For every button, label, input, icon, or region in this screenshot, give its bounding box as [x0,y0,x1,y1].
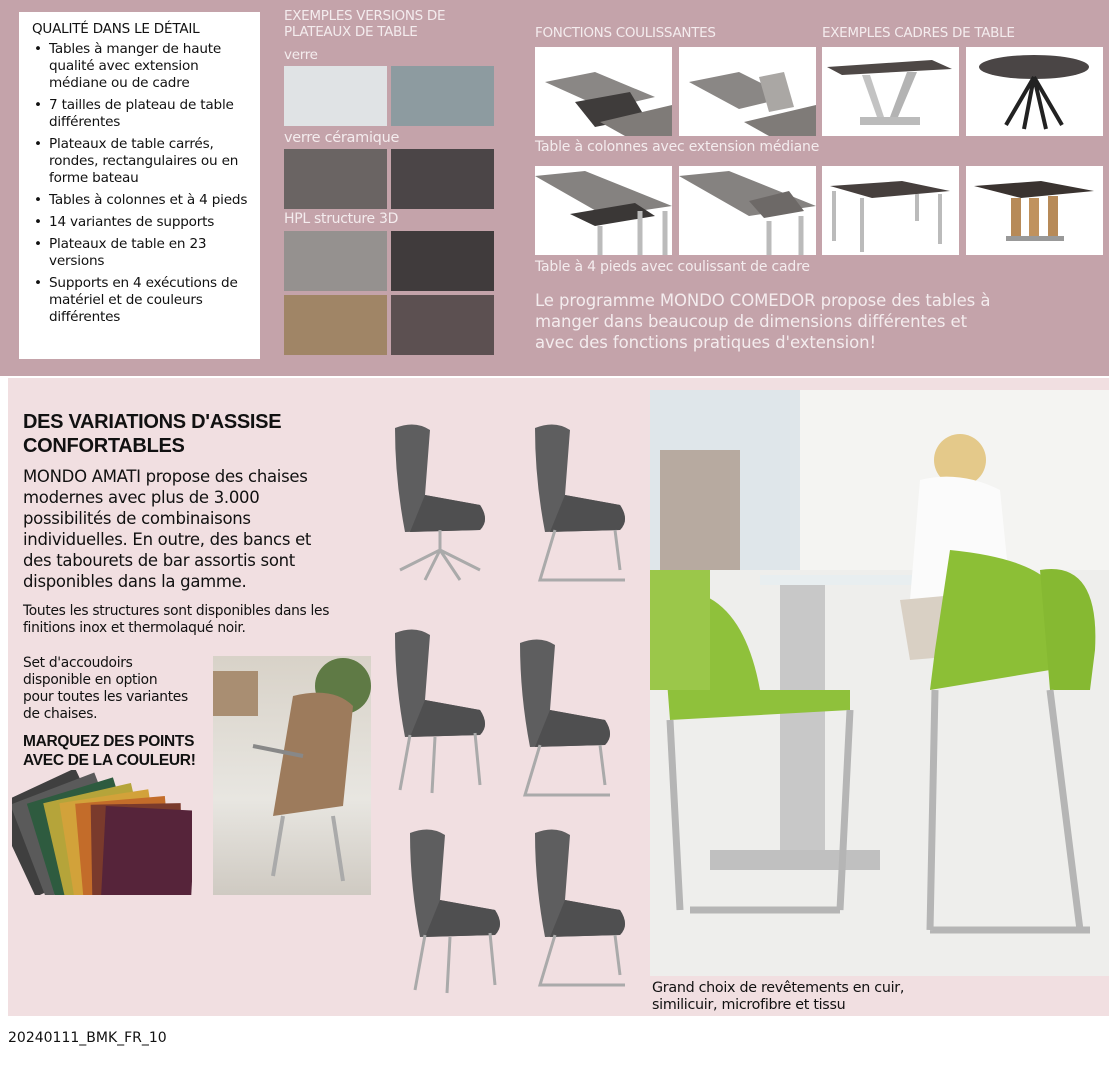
chair-cantilever [520,825,640,995]
armrests-text: Set d'accoudoirs disponible en option pour toutes les variantes de chaises. [23,655,188,722]
caption-column-table: Table à colonnes avec extension médiane [535,139,820,155]
sliding-column-image-2 [679,47,816,136]
caption-4-legs-table: Table à 4 pieds avec coulissant de cadre [535,259,810,275]
color-swatch [101,806,192,895]
quality-item: • Tables à manger de haute qualité avec extension médiane ou de cadre [32,41,250,92]
chair-swivel [380,420,500,590]
quality-item: • Plateaux de table carrés, rondes, rectangulaires ou en forme bateau [32,136,250,187]
swatch-hpl-4 [391,295,494,355]
quality-item: • Supports en 4 exécutions de matériel et de couleurs différentes [32,275,250,326]
chair-4-leg [395,825,515,995]
swatch-verre-1 [284,66,387,126]
footer-code: 20240111_BMK_FR_10 [8,1030,167,1046]
chair-4-leg [380,625,500,795]
quality-item: • 14 variantes de supports [32,214,250,231]
frame-image-v-base [822,47,959,136]
tops-label-ceramique: verre céramique [284,130,400,146]
swatch-verre-2 [391,66,494,126]
chair-cantilever [520,420,640,590]
frame-image-round [966,47,1103,136]
frame-image-4-legs [822,166,959,255]
photo-caption: Grand choix de revêtements en cuir, similicuir, microfibre et tissu [652,980,905,1013]
armrest-chair-photo [213,656,371,895]
sliding-column-image-1 [535,47,672,136]
structures-text: Toutes les structures sont disponibles dans les finitions inox et thermolaqué noir. [23,603,330,636]
swatch-hpl-1 [284,231,387,291]
tops-label-hpl: HPL structure 3D [284,211,399,227]
frame-image-wood-columns [966,166,1103,255]
swatch-hpl-2 [391,231,494,291]
quality-item: • Tables à colonnes et à 4 pieds [32,192,250,209]
seating-title: DES VARIATIONS D'ASSISE CONFORTABLES [23,411,282,457]
tops-title: EXEMPLES VERSIONS DE PLATEAUX DE TABLE [284,8,446,40]
color-title: MARQUEZ DES POINTS AVEC DE LA COULEUR! [23,733,196,769]
swatch-ceramique-2 [391,149,494,209]
sliding-title: FONCTIONS COULISSANTES [535,25,716,41]
seating-body: MONDO AMATI propose des chaises modernes avec plus de 3.000 possibilités de combinaisons individuelles. En outre, des bancs et des tabourets de bar assortis sont disponibles dans la gamme. [23,467,312,591]
mondo-comedor-text: Le programme MONDO COMEDOR propose des tables à manger dans beaucoup de dimensions différentes et avec des fonctions pratiques d'extension! [535,291,991,352]
sliding-legs-image-1 [535,166,672,255]
frames-title: EXEMPLES CADRES DE TABLE [822,25,1015,41]
chair-cantilever-handle [505,635,625,805]
quality-item: • 7 tailles de plateau de table différentes [32,97,250,131]
tops-label-verre: verre [284,47,318,63]
swatch-hpl-3 [284,295,387,355]
quality-box [19,12,260,359]
swatch-ceramique-1 [284,149,387,209]
color-swatch-fan [12,770,192,895]
sliding-legs-image-2 [679,166,816,255]
dining-scene-photo [650,390,1109,976]
quality-item: • Plateaux de table en 23 versions [32,236,250,270]
quality-title: QUALITÉ DANS LE DÉTAIL [32,21,200,37]
